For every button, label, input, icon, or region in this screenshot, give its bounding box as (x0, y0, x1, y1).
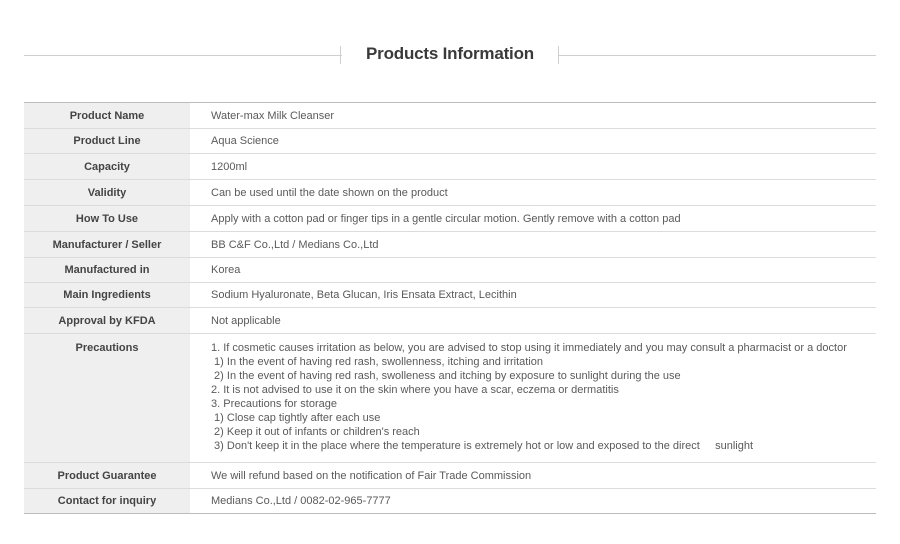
heading-divider-left (24, 55, 342, 56)
product-info-table (24, 102, 876, 514)
precaution-line: 2) In the event of having red rash, swolleness and itching by exposure to sunlight during the use (211, 370, 681, 382)
heading-divider-right (558, 55, 876, 56)
label-product-name: Product Name (24, 103, 190, 129)
label-capacity: Capacity (24, 154, 190, 180)
row-approval-kfda (24, 308, 876, 334)
label-precautions: Precautions (24, 334, 190, 463)
label-product-guarantee: Product Guarantee (24, 463, 190, 489)
row-product-line (24, 129, 876, 154)
value-manufacturer-seller: BB C&F Co.,Ltd / Medians Co.,Ltd (211, 238, 379, 251)
row-precautions (24, 334, 876, 463)
precaution-line: 3) Don't keep it in the place where the temperature is extremely hot or low and exposed to the direct sunlight (211, 440, 754, 452)
value-precautions (190, 334, 876, 463)
label-main-ingredients: Main Ingredients (24, 283, 190, 308)
section-heading (24, 36, 876, 76)
row-how-to-use (24, 206, 876, 232)
value-manufactured-in: Korea (211, 264, 241, 276)
label-approval-kfda: Approval by KFDA (24, 308, 190, 334)
row-manufacturer-seller (24, 232, 876, 258)
row-product-guarantee (24, 463, 876, 489)
precaution-line: 1. If cosmetic causes irritation as below, you are advised to stop using it immediately and you may consult a pharmacist or a doctor (211, 342, 847, 354)
value-main-ingredients: Sodium Hyaluronate, Beta Glucan, Iris Ensata Extract, Lecithin (211, 289, 517, 301)
label-contact-inquiry: Contact for inquiry (24, 489, 190, 514)
precaution-line: 1) In the event of having red rash, swollenness, itching and irritation (211, 356, 544, 368)
value-approval-kfda: Not applicable (211, 314, 281, 327)
row-validity (24, 180, 876, 206)
precaution-line: 2. It is not advised to use it on the skin where you have a scar, eczema or dermatitis (211, 384, 619, 396)
value-validity: Can be used until the date shown on the product (211, 186, 448, 199)
precaution-line: 2) Keep it out of infants or children's reach (211, 426, 420, 438)
label-validity: Validity (24, 180, 190, 206)
page-title: Products Information (366, 44, 534, 63)
value-capacity: 1200ml (211, 160, 248, 173)
row-contact-inquiry (24, 489, 876, 514)
value-product-name: Water-max Milk Cleanser (211, 109, 335, 122)
label-product-line: Product Line (24, 129, 190, 154)
value-product-line: Aqua Science (211, 135, 279, 147)
value-how-to-use: Apply with a cotton pad or finger tips in a gentle circular motion. Gently remove with a cotton pad (211, 212, 681, 225)
value-contact-inquiry: Medians Co.,Ltd / 0082-02-965-7777 (211, 495, 391, 507)
label-manufactured-in: Manufactured in (24, 258, 190, 283)
row-manufactured-in (24, 258, 876, 283)
label-manufacturer-seller: Manufacturer / Seller (24, 232, 190, 258)
value-product-guarantee: We will refund based on the notification of Fair Trade Commission (211, 469, 532, 482)
row-main-ingredients (24, 283, 876, 308)
label-how-to-use: How To Use (24, 206, 190, 232)
row-product-name (24, 103, 876, 129)
row-capacity (24, 154, 876, 180)
precaution-line: 1) Close cap tightly after each use (211, 412, 381, 424)
precaution-line: 3. Precautions for storage (211, 398, 337, 410)
